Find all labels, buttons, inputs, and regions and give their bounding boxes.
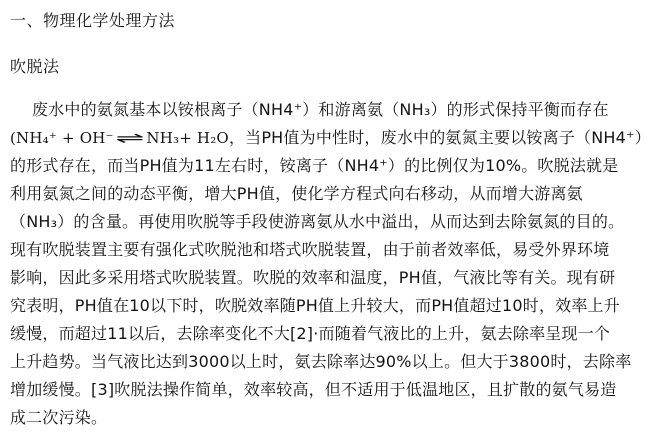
paragraph-line: [10, 264, 661, 292]
paragraph-line: [10, 348, 661, 376]
body-paragraph: [10, 96, 661, 432]
document-page: [0, 9, 671, 432]
paragraph-line: [10, 96, 661, 124]
text-segment: ，当PH值为中性时，废水中的氨氮主要以铵离子（NH4⁺）: [228, 128, 651, 147]
paragraph-line: [10, 236, 661, 264]
paragraph-line: [10, 124, 661, 152]
text-segment: 利用氨氮之间的动态平衡，增大PH值，使化学方程式向右移动，从而增大游离氨: [10, 184, 583, 203]
text-segment: 增加缓慢。[3]吹脱法操作简单，效率较高，但不适用于低温地区，且扩散的氨气易造: [10, 380, 617, 399]
text-segment: 究表明，PH值在10以下时，吹脱效率随PH值上升较大，而PH值超过10时，效率上升: [10, 296, 620, 315]
text-segment: 缓慢，而超过11以后，去除率变化不大[2]·而随着气液比的上升，氨去除率呈现一个: [10, 324, 611, 343]
text-segment: 上升趋势。当气液比达到3000以上时，氨去除率达90%以上。但大于3800时，去除率: [10, 352, 632, 371]
paragraph-line: [10, 320, 661, 348]
text-segment: （NH₃）的含量。再使用吹脱等手段使游离氨从水中溢出，从而达到去除氨氮的目的。: [10, 212, 625, 231]
chemical-formula: NH₃+ H₂O: [146, 129, 229, 147]
chemical-formula: ⇌: [115, 129, 145, 147]
paragraph-line: [10, 152, 661, 180]
paragraph-line: [10, 292, 661, 320]
text-segment: 影响，因此多采用塔式吹脱装置。吹脱的效率和温度，PH值，气液比等有关。现有研: [10, 268, 616, 287]
paragraph-line: [10, 404, 661, 432]
paragraph-line: [10, 208, 661, 236]
text-segment: 现有吹脱装置主要有强化式吹脱池和塔式吹脱装置，由于前者效率低，易受外界环境: [10, 240, 610, 259]
subsection-heading: 吹脱法: [10, 57, 60, 76]
text-segment: 的形式存在，而当PH值为11左右时，铵离子（NH4⁺）的比例仅为10%。吹脱法就是: [10, 156, 619, 175]
text-segment: 成二次污染。: [10, 408, 108, 427]
chemical-formula: (NH₄⁺ + OH⁻: [10, 129, 114, 147]
paragraph-line: [10, 180, 661, 208]
section-heading: 一、物理化学处理方法: [10, 11, 176, 30]
paragraph-line: [10, 376, 661, 404]
text-segment: 废水中的氨氮基本以铵根离子（NH4⁺）和游离氨（NH₃）的形式保持平衡而存在: [32, 100, 609, 119]
